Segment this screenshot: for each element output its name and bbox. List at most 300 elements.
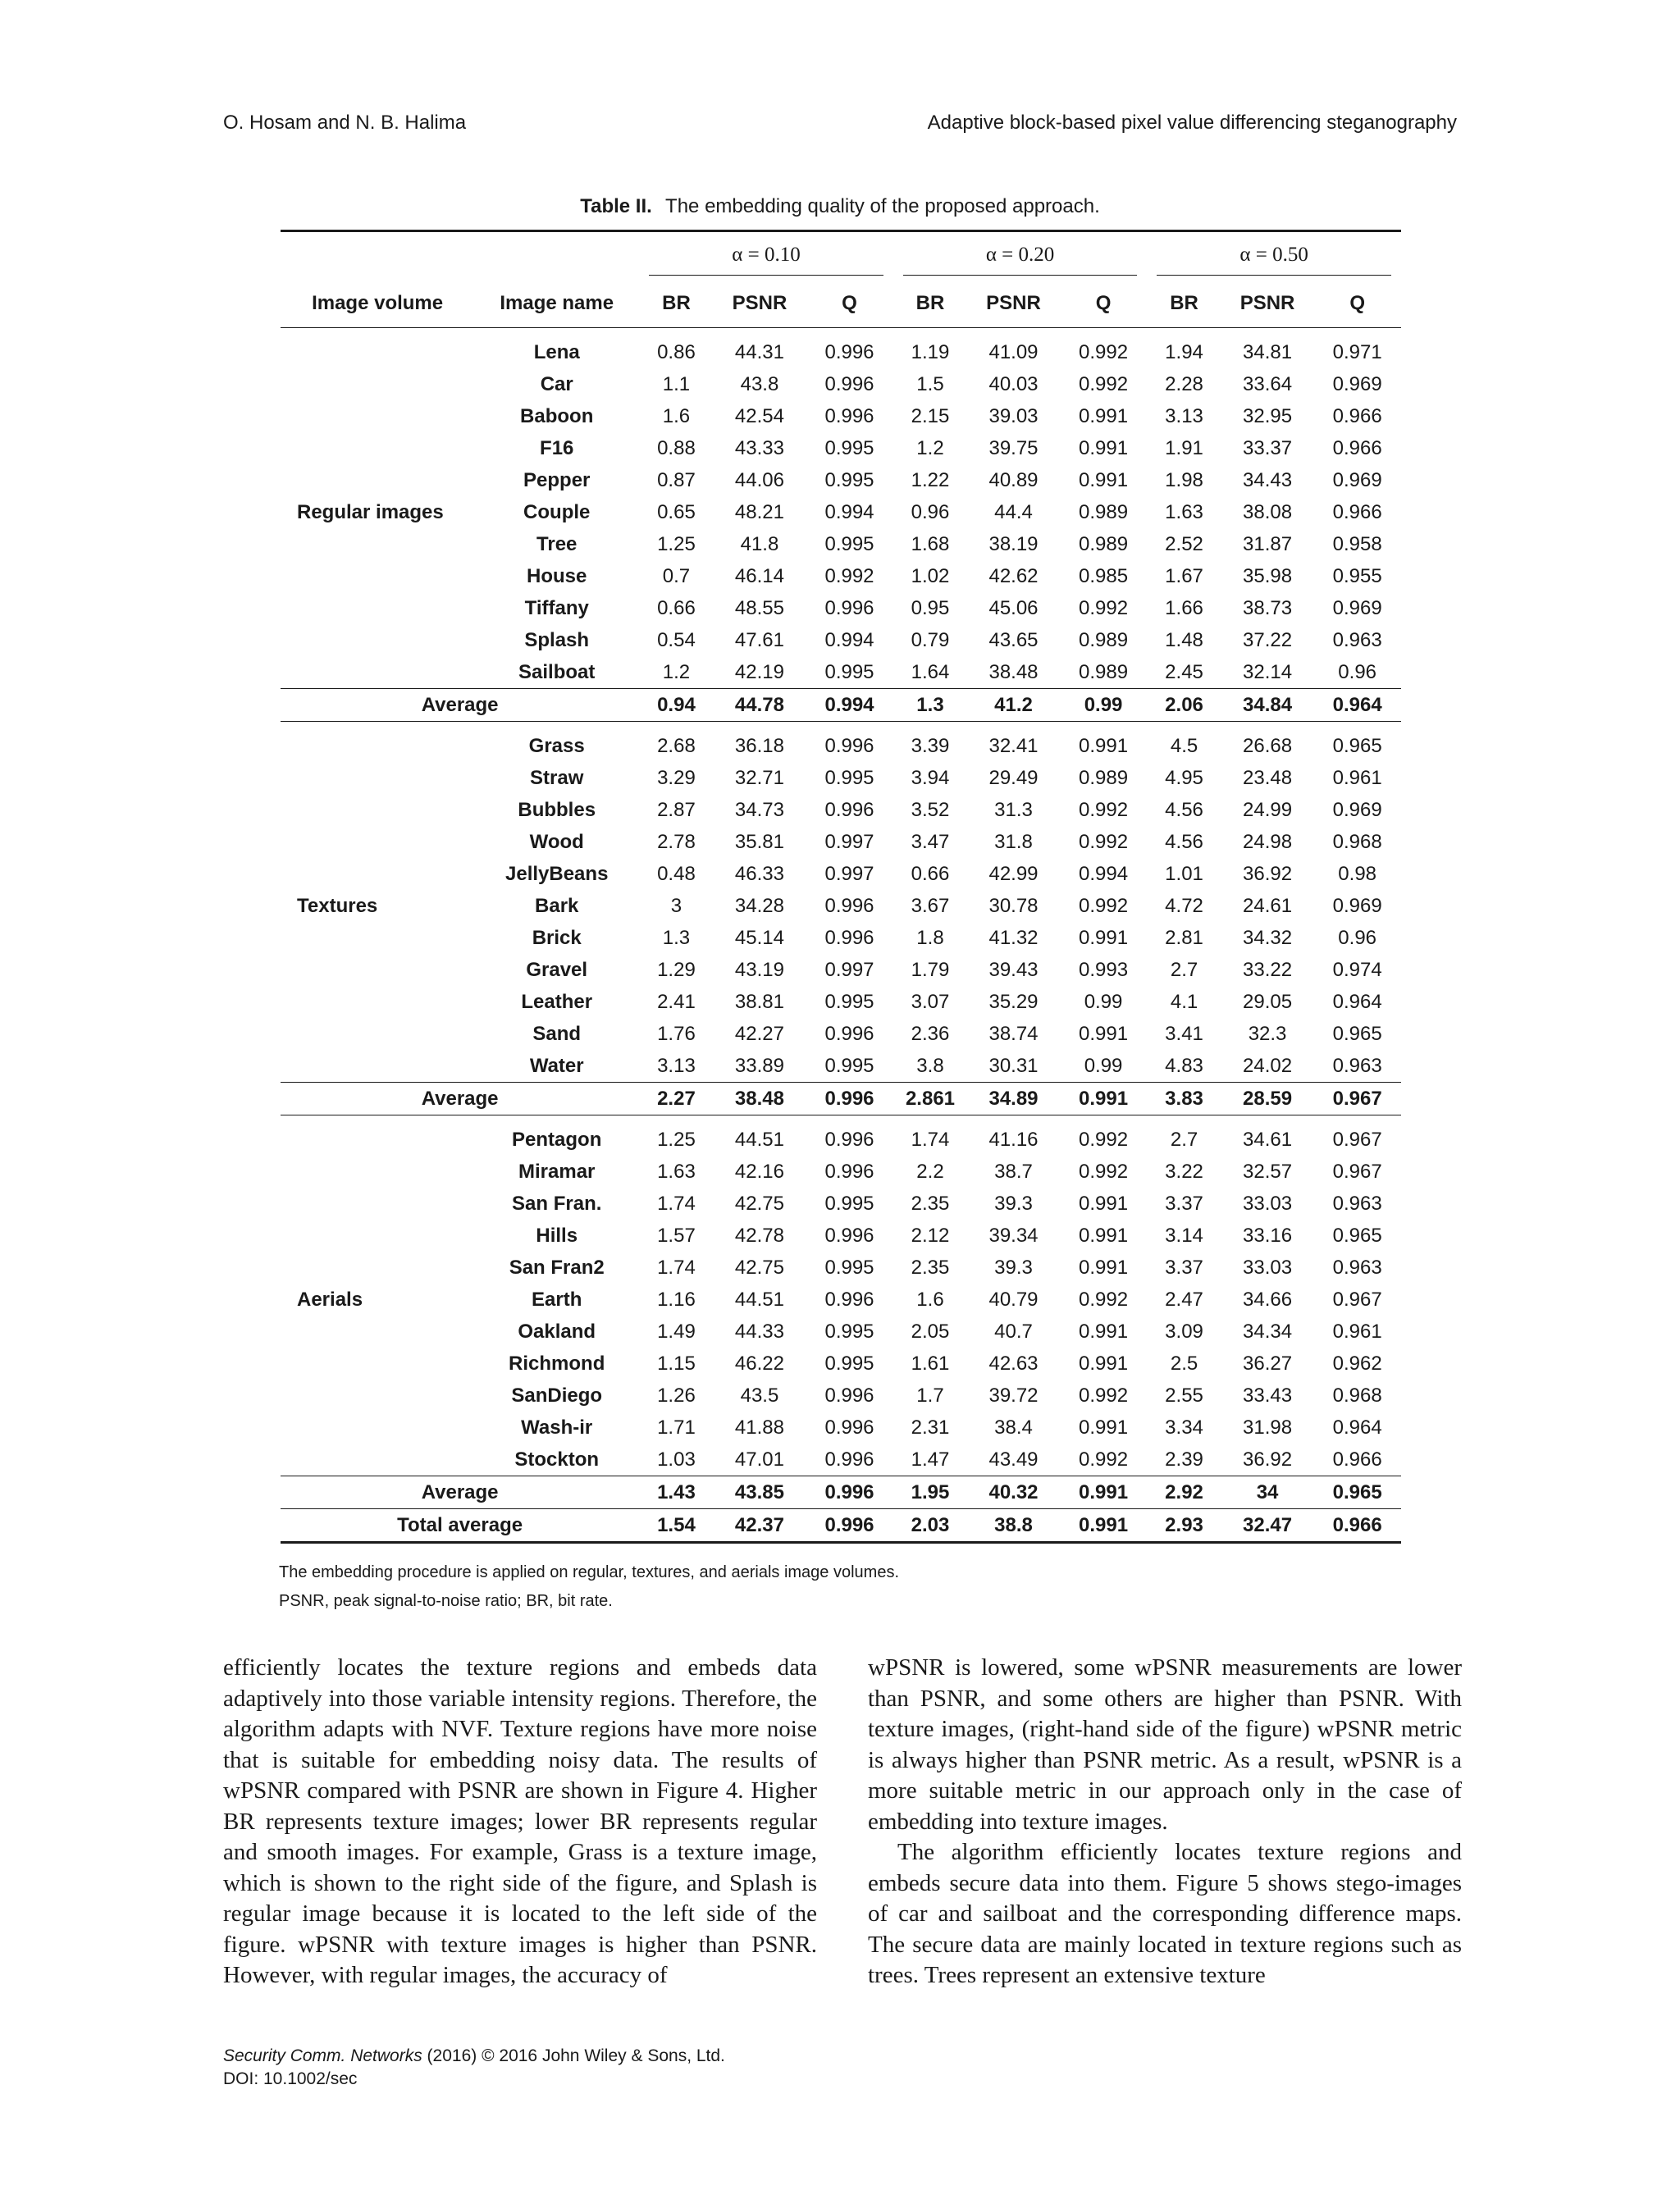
value-cell: 0.996: [824, 1022, 874, 1045]
value-cell: 0.996: [824, 798, 874, 821]
value-cell: 0.996: [824, 1128, 874, 1151]
total-value-cell: 0.991: [1060, 1509, 1148, 1543]
col-header-q: Q: [1313, 280, 1401, 328]
value-cell: 0.961: [1332, 766, 1382, 789]
alpha-header: α = 0.20: [893, 231, 1148, 281]
value-cell: 33.22: [1243, 958, 1293, 981]
image-name-cell: Lena: [533, 340, 580, 363]
value-cell: 0.997: [824, 958, 874, 981]
value-cell: 0.991: [1079, 404, 1129, 427]
value-cell: 1.76: [657, 1022, 696, 1045]
value-cell: 3.52: [911, 798, 950, 821]
value-cell: 4.95: [1165, 766, 1203, 789]
image-volume-cell: Aerials: [297, 1288, 363, 1311]
image-name-cell: Gravel: [526, 958, 588, 981]
value-cell: 36.18: [734, 734, 784, 757]
total-value-cell: 42.37: [714, 1509, 806, 1543]
value-cell: 0.963: [1332, 1192, 1382, 1215]
value-cell: 41.09: [988, 340, 1039, 363]
value-cell: 0.991: [1079, 436, 1129, 459]
value-cell: 3.09: [1165, 1320, 1203, 1343]
value-cell: 0.971: [1332, 340, 1382, 363]
value-cell: 0.996: [824, 1416, 874, 1439]
image-name-cell: Brick: [532, 926, 582, 949]
body-column-left: [223, 1653, 817, 1991]
value-cell: 2.31: [911, 1416, 950, 1439]
value-cell: 0.992: [1079, 372, 1129, 395]
value-cell: 0.992: [1079, 830, 1129, 853]
value-cell: 43.33: [734, 436, 784, 459]
value-cell: 2.28: [1165, 372, 1203, 395]
value-cell: 38.4: [994, 1416, 1033, 1439]
total-average-row: [281, 1509, 1401, 1543]
running-head-authors: O. Hosam and N. B. Halima: [223, 112, 467, 134]
image-name-cell: Grass: [528, 734, 585, 757]
value-cell: 45.14: [734, 926, 784, 949]
value-cell: 2.39: [1165, 1448, 1203, 1471]
value-cell: 0.996: [824, 372, 874, 395]
value-cell: 3.39: [911, 734, 950, 757]
value-cell: 0.963: [1332, 1256, 1382, 1279]
value-cell: 1.5: [916, 372, 944, 395]
image-name-cell: Pentagon: [512, 1128, 602, 1151]
image-name-cell: House: [527, 564, 587, 587]
value-cell: 30.78: [988, 894, 1039, 917]
value-cell: 0.996: [824, 1384, 874, 1407]
image-name-cell: Water: [529, 1054, 584, 1077]
value-cell: 0.964: [1332, 1416, 1382, 1439]
value-cell: 33.03: [1243, 1192, 1293, 1215]
value-cell: 39.75: [988, 436, 1039, 459]
value-cell: 1.25: [657, 532, 696, 555]
value-cell: 1.74: [911, 1128, 950, 1151]
value-cell: 0.991: [1079, 1352, 1129, 1375]
paragraph: efficiently locates the texture regions and embeds data adaptively into those variable intensity regions. Therefore, the algorithm adapts with NVF. Texture regions have more noise that is suitable for embedding noisy data. The results of wPSNR compared with PSNR are shown in Figure 4. Higher BR represents texture images; lower BR represents regular and smooth images. For example, Grass is a texture image, which is shown to the right side of the figure, and Splash is regular image because it is located to the left side of the figure. wPSNR with texture images is higher than PSNR. However, with regular images, the accuracy of: [223, 1654, 817, 1988]
value-cell: 0.995: [824, 1054, 874, 1077]
value-cell: 2.81: [1165, 926, 1203, 949]
image-name-cell: San Fran2: [509, 1256, 605, 1279]
value-cell: 0.968: [1332, 1384, 1382, 1407]
value-cell: 0.99: [1084, 1054, 1123, 1077]
value-cell: 40.7: [994, 1320, 1033, 1343]
value-cell: 0.964: [1332, 990, 1382, 1013]
value-cell: 0.86: [657, 340, 696, 363]
value-cell: 2.87: [657, 798, 696, 821]
value-cell: 0.991: [1079, 1224, 1129, 1247]
value-cell: 0.88: [657, 436, 696, 459]
value-cell: 0.994: [824, 500, 874, 523]
table-body: [281, 328, 1401, 1543]
value-cell: 2.2: [916, 1160, 944, 1183]
value-cell: 2.35: [911, 1256, 950, 1279]
average-label: Average: [281, 1083, 639, 1115]
average-label: Average: [281, 1476, 639, 1509]
total-value-cell: 1.54: [639, 1509, 713, 1543]
value-cell: 0.7: [662, 564, 691, 587]
image-name-cell: Splash: [524, 628, 590, 651]
value-cell: 42.27: [734, 1022, 784, 1045]
value-cell: 1.2: [916, 436, 944, 459]
value-cell: 3.67: [911, 894, 950, 917]
col-header-psnr: PSNR: [1221, 280, 1314, 328]
table-notes: [279, 1558, 899, 1616]
value-cell: 0.996: [824, 1448, 874, 1471]
average-value-cell: 1.3: [893, 689, 967, 722]
value-cell: 1.48: [1165, 628, 1203, 651]
value-cell: 1.8: [916, 926, 944, 949]
value-cell: 38.74: [988, 1022, 1039, 1045]
value-cell: 0.967: [1332, 1160, 1382, 1183]
average-value-cell: 40.32: [967, 1476, 1060, 1509]
value-cell: 0.969: [1332, 798, 1382, 821]
value-cell: 0.989: [1079, 766, 1129, 789]
average-value-cell: 2.861: [893, 1083, 967, 1115]
value-cell: 39.72: [988, 1384, 1039, 1407]
value-cell: 1.67: [1165, 564, 1203, 587]
value-cell: 38.08: [1243, 500, 1293, 523]
value-cell: 0.991: [1079, 1320, 1129, 1343]
paragraph: wPSNR is lowered, some wPSNR measurements are lower than PSNR, and some others are higher than PSNR. With texture images, (right-hand side of the figure) wPSNR metric is always higher than PSNR metric. As a result, wPSNR is a more suitable metric in our approach only in the case of embedding into texture images.: [868, 1654, 1462, 1835]
value-cell: 47.61: [734, 628, 784, 651]
value-cell: 1.61: [911, 1352, 950, 1375]
value-cell: 3.22: [1165, 1160, 1203, 1183]
value-cell: 38.48: [988, 660, 1039, 683]
value-cell: 0.969: [1332, 468, 1382, 491]
value-cell: 0.961: [1332, 1320, 1382, 1343]
value-cell: 1.22: [911, 468, 950, 491]
value-cell: 33.03: [1243, 1256, 1293, 1279]
total-value-cell: 2.03: [893, 1509, 967, 1543]
value-cell: 31.98: [1243, 1416, 1293, 1439]
average-value-cell: 34: [1221, 1476, 1314, 1509]
value-cell: 0.96: [911, 500, 950, 523]
value-cell: 0.996: [824, 894, 874, 917]
value-cell: 42.62: [988, 564, 1039, 587]
value-cell: 3.41: [1165, 1022, 1203, 1045]
value-cell: 0.997: [824, 830, 874, 853]
value-cell: 0.969: [1332, 372, 1382, 395]
col-header-br: BR: [639, 280, 713, 328]
value-cell: 2.15: [911, 404, 950, 427]
value-cell: 0.995: [824, 1320, 874, 1343]
value-cell: 3.14: [1165, 1224, 1203, 1247]
value-cell: 2.35: [911, 1192, 950, 1215]
value-cell: 0.989: [1079, 500, 1129, 523]
value-cell: 0.993: [1079, 958, 1129, 981]
value-cell: 26.68: [1243, 734, 1293, 757]
value-cell: 0.66: [657, 596, 696, 619]
total-value-cell: 2.93: [1147, 1509, 1221, 1543]
value-cell: 34.66: [1243, 1288, 1293, 1311]
image-name-cell: Tiffany: [524, 596, 589, 619]
value-cell: 0.995: [824, 468, 874, 491]
value-cell: 37.22: [1243, 628, 1293, 651]
value-cell: 33.64: [1243, 372, 1293, 395]
value-cell: 42.63: [988, 1352, 1039, 1375]
value-cell: 1.6: [916, 1288, 944, 1311]
value-cell: 0.65: [657, 500, 696, 523]
value-cell: 0.995: [824, 532, 874, 555]
value-cell: 44.4: [994, 500, 1033, 523]
value-cell: 4.56: [1165, 830, 1203, 853]
value-cell: 1.25: [657, 1128, 696, 1151]
total-value-cell: 32.47: [1221, 1509, 1314, 1543]
value-cell: 1.1: [662, 372, 691, 395]
value-cell: 0.996: [824, 1160, 874, 1183]
value-cell: 2.78: [657, 830, 696, 853]
image-name-cell: Leather: [521, 990, 593, 1013]
value-cell: 1.26: [657, 1384, 696, 1407]
value-cell: 2.55: [1165, 1384, 1203, 1407]
image-volume-cell: Textures: [297, 894, 378, 917]
average-row: [281, 1083, 1401, 1115]
average-value-cell: 0.94: [639, 689, 713, 722]
col-header-image-name: Image name: [474, 280, 639, 328]
value-cell: 0.966: [1332, 436, 1382, 459]
value-cell: 3.29: [657, 766, 696, 789]
paragraph: The algorithm efficiently locates texture regions and embeds secure data into them. Figure 5 shows stego-images of car and sailboat and the corresponding difference maps. The secure data are mainly located in texture regions such as trees. Trees represent an extensive texture: [868, 1839, 1462, 1988]
average-value-cell: 44.78: [714, 689, 806, 722]
value-cell: 1.47: [911, 1448, 950, 1471]
image-name-cell: Tree: [536, 532, 578, 555]
value-cell: 38.19: [988, 532, 1039, 555]
value-cell: 34.81: [1243, 340, 1293, 363]
value-cell: 2.05: [911, 1320, 950, 1343]
value-cell: 32.95: [1243, 404, 1293, 427]
table-caption: [279, 195, 1401, 218]
average-value-cell: 0.99: [1060, 689, 1148, 722]
value-cell: 34.61: [1243, 1128, 1293, 1151]
value-cell: 41.16: [988, 1128, 1039, 1151]
average-value-cell: 43.85: [714, 1476, 806, 1509]
value-cell: 1.7: [916, 1384, 944, 1407]
value-cell: 0.968: [1332, 830, 1382, 853]
value-cell: 33.16: [1243, 1224, 1293, 1247]
value-cell: 0.966: [1332, 500, 1382, 523]
average-value-cell: 0.965: [1313, 1476, 1401, 1509]
value-cell: 1.16: [657, 1288, 696, 1311]
table-note: The embedding procedure is applied on regular, textures, and aerials image volumes.: [279, 1563, 899, 1581]
value-cell: 0.991: [1079, 926, 1129, 949]
value-cell: 42.75: [734, 1192, 784, 1215]
value-cell: 1.74: [657, 1192, 696, 1215]
value-cell: 3.94: [911, 766, 950, 789]
total-value-cell: 0.996: [806, 1509, 893, 1543]
average-row: [281, 689, 1401, 722]
value-cell: 33.89: [734, 1054, 784, 1077]
value-cell: 33.37: [1243, 436, 1293, 459]
average-value-cell: 38.48: [714, 1083, 806, 1115]
value-cell: 39.43: [988, 958, 1039, 981]
value-cell: 41.88: [734, 1416, 784, 1439]
value-cell: 0.992: [1079, 894, 1129, 917]
value-cell: 46.33: [734, 862, 784, 885]
value-cell: 0.962: [1332, 1352, 1382, 1375]
value-cell: 0.54: [657, 628, 696, 651]
table-caption-text: The embedding quality of the proposed approach.: [665, 195, 1100, 217]
value-cell: 0.992: [824, 564, 874, 587]
results-table: [281, 230, 1401, 1544]
value-cell: 32.3: [1248, 1022, 1287, 1045]
average-value-cell: 2.06: [1147, 689, 1221, 722]
value-cell: 0.995: [824, 1192, 874, 1215]
value-cell: 0.996: [824, 1224, 874, 1247]
total-average-label: Total average: [281, 1509, 639, 1543]
image-name-cell: Sand: [532, 1022, 582, 1045]
average-row: [281, 1476, 1401, 1509]
value-cell: 42.75: [734, 1256, 784, 1279]
value-cell: 31.3: [994, 798, 1033, 821]
value-cell: 39.3: [994, 1256, 1033, 1279]
average-value-cell: 28.59: [1221, 1083, 1314, 1115]
value-cell: 0.991: [1079, 1256, 1129, 1279]
image-name-cell: Bark: [535, 894, 579, 917]
value-cell: 1.2: [662, 660, 691, 683]
value-cell: 43.8: [740, 372, 779, 395]
value-cell: 1.19: [911, 340, 950, 363]
value-cell: 0.974: [1332, 958, 1382, 981]
column-header-row: [281, 280, 1401, 328]
value-cell: 3: [670, 894, 682, 917]
value-cell: 0.994: [824, 628, 874, 651]
value-cell: 44.06: [734, 468, 784, 491]
value-cell: 2.12: [911, 1224, 950, 1247]
value-cell: 1.29: [657, 958, 696, 981]
average-value-cell: 0.967: [1313, 1083, 1401, 1115]
value-cell: 0.996: [824, 734, 874, 757]
value-cell: 0.967: [1332, 1288, 1382, 1311]
image-name-cell: Earth: [532, 1288, 582, 1311]
value-cell: 31.8: [994, 830, 1033, 853]
value-cell: 0.992: [1079, 1128, 1129, 1151]
image-name-cell: Hills: [536, 1224, 578, 1247]
alpha-header: α = 0.10: [639, 231, 893, 281]
value-cell: 4.56: [1165, 798, 1203, 821]
value-cell: 33.43: [1243, 1384, 1293, 1407]
value-cell: 32.71: [734, 766, 784, 789]
page-footer: [223, 2045, 725, 2091]
value-cell: 0.994: [1079, 862, 1129, 885]
value-cell: 23.48: [1243, 766, 1293, 789]
value-cell: 44.33: [734, 1320, 784, 1343]
value-cell: 2.7: [1170, 1128, 1198, 1151]
value-cell: 0.969: [1332, 596, 1382, 619]
value-cell: 1.15: [657, 1352, 696, 1375]
image-name-cell: JellyBeans: [505, 862, 609, 885]
value-cell: 45.06: [988, 596, 1039, 619]
value-cell: 0.96: [1338, 660, 1377, 683]
value-cell: 0.992: [1079, 340, 1129, 363]
value-cell: 41.8: [740, 532, 779, 555]
value-cell: 2.41: [657, 990, 696, 1013]
value-cell: 0.995: [824, 660, 874, 683]
value-cell: 43.19: [734, 958, 784, 981]
value-cell: 1.74: [657, 1256, 696, 1279]
value-cell: 34.43: [1243, 468, 1293, 491]
value-cell: 3.47: [911, 830, 950, 853]
value-cell: 2.47: [1165, 1288, 1203, 1311]
value-cell: 39.03: [988, 404, 1039, 427]
value-cell: 4.1: [1170, 990, 1198, 1013]
value-cell: 3.37: [1165, 1256, 1203, 1279]
value-cell: 41.32: [988, 926, 1039, 949]
image-name-cell: F16: [540, 436, 574, 459]
value-cell: 0.967: [1332, 1128, 1382, 1151]
value-cell: 34.34: [1243, 1320, 1293, 1343]
body-column-right: [868, 1653, 1462, 1991]
average-value-cell: 1.95: [893, 1476, 967, 1509]
value-cell: 3.13: [657, 1054, 696, 1077]
alpha-header-row: [281, 231, 1401, 281]
value-cell: 0.992: [1079, 1160, 1129, 1183]
value-cell: 34.32: [1243, 926, 1293, 949]
value-cell: 38.81: [734, 990, 784, 1013]
col-header-image-volume: Image volume: [281, 280, 474, 328]
value-cell: 39.3: [994, 1192, 1033, 1215]
value-cell: 0.79: [911, 628, 950, 651]
value-cell: 4.72: [1165, 894, 1203, 917]
value-cell: 0.989: [1079, 628, 1129, 651]
image-name-cell: Stockton: [514, 1448, 600, 1471]
image-volume-cell: Regular images: [297, 500, 444, 523]
average-value-cell: 34.84: [1221, 689, 1314, 722]
value-cell: 32.57: [1243, 1160, 1293, 1183]
value-cell: 35.98: [1243, 564, 1293, 587]
value-cell: 0.996: [824, 1288, 874, 1311]
value-cell: 47.01: [734, 1448, 784, 1471]
value-cell: 0.995: [824, 436, 874, 459]
image-name-cell: Wood: [529, 830, 584, 853]
value-cell: 40.89: [988, 468, 1039, 491]
value-cell: 1.01: [1165, 862, 1203, 885]
value-cell: 40.03: [988, 372, 1039, 395]
col-header-q: Q: [1060, 280, 1148, 328]
value-cell: 3.34: [1165, 1416, 1203, 1439]
image-name-cell: Richmond: [509, 1352, 605, 1375]
average-value-cell: 0.994: [806, 689, 893, 722]
value-cell: 1.66: [1165, 596, 1203, 619]
value-cell: 24.99: [1243, 798, 1293, 821]
value-cell: 44.51: [734, 1288, 784, 1311]
value-cell: 0.992: [1079, 596, 1129, 619]
value-cell: 0.969: [1332, 894, 1382, 917]
value-cell: 1.68: [911, 532, 950, 555]
value-cell: 2.5: [1170, 1352, 1198, 1375]
image-name-cell: Pepper: [523, 468, 591, 491]
value-cell: 42.54: [734, 404, 784, 427]
col-header-psnr: PSNR: [714, 280, 806, 328]
value-cell: 0.991: [1079, 734, 1129, 757]
value-cell: 3.8: [916, 1054, 944, 1077]
value-cell: 0.66: [911, 862, 950, 885]
value-cell: 46.14: [734, 564, 784, 587]
value-cell: 1.63: [1165, 500, 1203, 523]
image-name-cell: Miramar: [518, 1160, 596, 1183]
value-cell: 1.91: [1165, 436, 1203, 459]
value-cell: 43.5: [740, 1384, 779, 1407]
value-cell: 2.45: [1165, 660, 1203, 683]
value-cell: 40.79: [988, 1288, 1039, 1311]
value-cell: 1.64: [911, 660, 950, 683]
value-cell: 1.6: [662, 404, 691, 427]
value-cell: 0.96: [1338, 926, 1377, 949]
value-cell: 0.996: [824, 340, 874, 363]
average-value-cell: 0.996: [806, 1083, 893, 1115]
value-cell: 36.92: [1243, 862, 1293, 885]
value-cell: 1.79: [911, 958, 950, 981]
image-name-cell: Oakland: [518, 1320, 596, 1343]
value-cell: 1.03: [657, 1448, 696, 1471]
